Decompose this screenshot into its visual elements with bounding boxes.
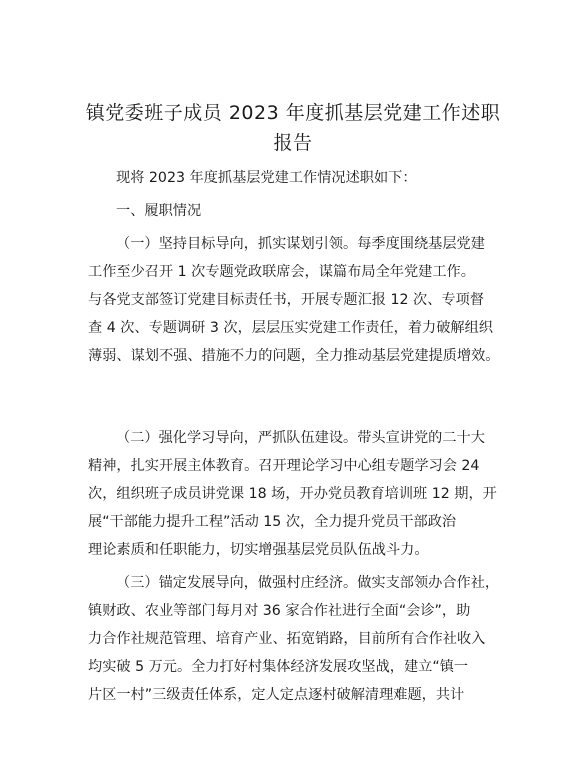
paragraph-3-line: 镇财政、农业等部门每月对 36 家合作社进行全面“会诊”，助	[88, 603, 471, 619]
intro-text: 现将 2023 年度抓基层党建工作情况述职如下：	[116, 170, 417, 186]
paragraph-3-line: 力合作社规范管理、培育产业、拓宽销路，目前所有合作社收入	[88, 631, 486, 647]
paragraph-3-line: 片区一村”三级责任体系，定人定点逐村破解清理难题，共计	[88, 687, 465, 703]
paragraph-2-line: （二）强化学习导向，严抓队伍建设。带头宣讲党的二十大	[116, 430, 485, 446]
paragraph-2-line: 理论素质和任职能力，切实增强基层党员队伍战斗力。	[88, 542, 429, 558]
paragraph-3-line: 均实破 5 万元。全力打好村集体经济发展攻坚战，建立“镇一	[88, 659, 469, 675]
title-line-1: 镇党委班子成员 2023 年度抓基层党建工作述职	[85, 102, 501, 124]
paragraph-1-line: 薄弱、谋划不强、措施不力的问题，全力推动基层党建提质增效。	[88, 348, 500, 364]
paragraph-3-line: （三）锚定发展导向，做强村庄经济。做实支部领办合作社，	[116, 575, 500, 591]
title-line-2: 报告	[273, 132, 313, 154]
paragraph-2-line: 精神，扎实开展主体教育。召开理论学习中心组专题学习会 24	[88, 458, 480, 474]
paragraph-1-line: （一）坚持目标导向，抓实谋划引领。每季度围绕基层党建	[116, 236, 485, 252]
document-title	[70, 98, 516, 158]
section-heading: 一、履职情况	[116, 203, 202, 219]
paragraph-2-line: 次，组织班子成员讲党课 18 场，开办党员教育培训班 12 期，开	[88, 486, 497, 502]
paragraph-1-line: 查 4 次、专题调研 3 次，层层压实党建工作责任，着力破解组织	[88, 320, 493, 336]
paragraph-2-line: 展“干部能力提升工程”活动 15 次，全力提升党员干部政治	[88, 514, 457, 530]
paragraph-1-line: 工作至少召开 1 次专题党政联席会，谋篇布局全年党建工作。	[88, 264, 475, 280]
paragraph-1-line: 与各党支部签订党建目标责任书，开展专题汇报 12 次、专项督	[88, 292, 484, 308]
